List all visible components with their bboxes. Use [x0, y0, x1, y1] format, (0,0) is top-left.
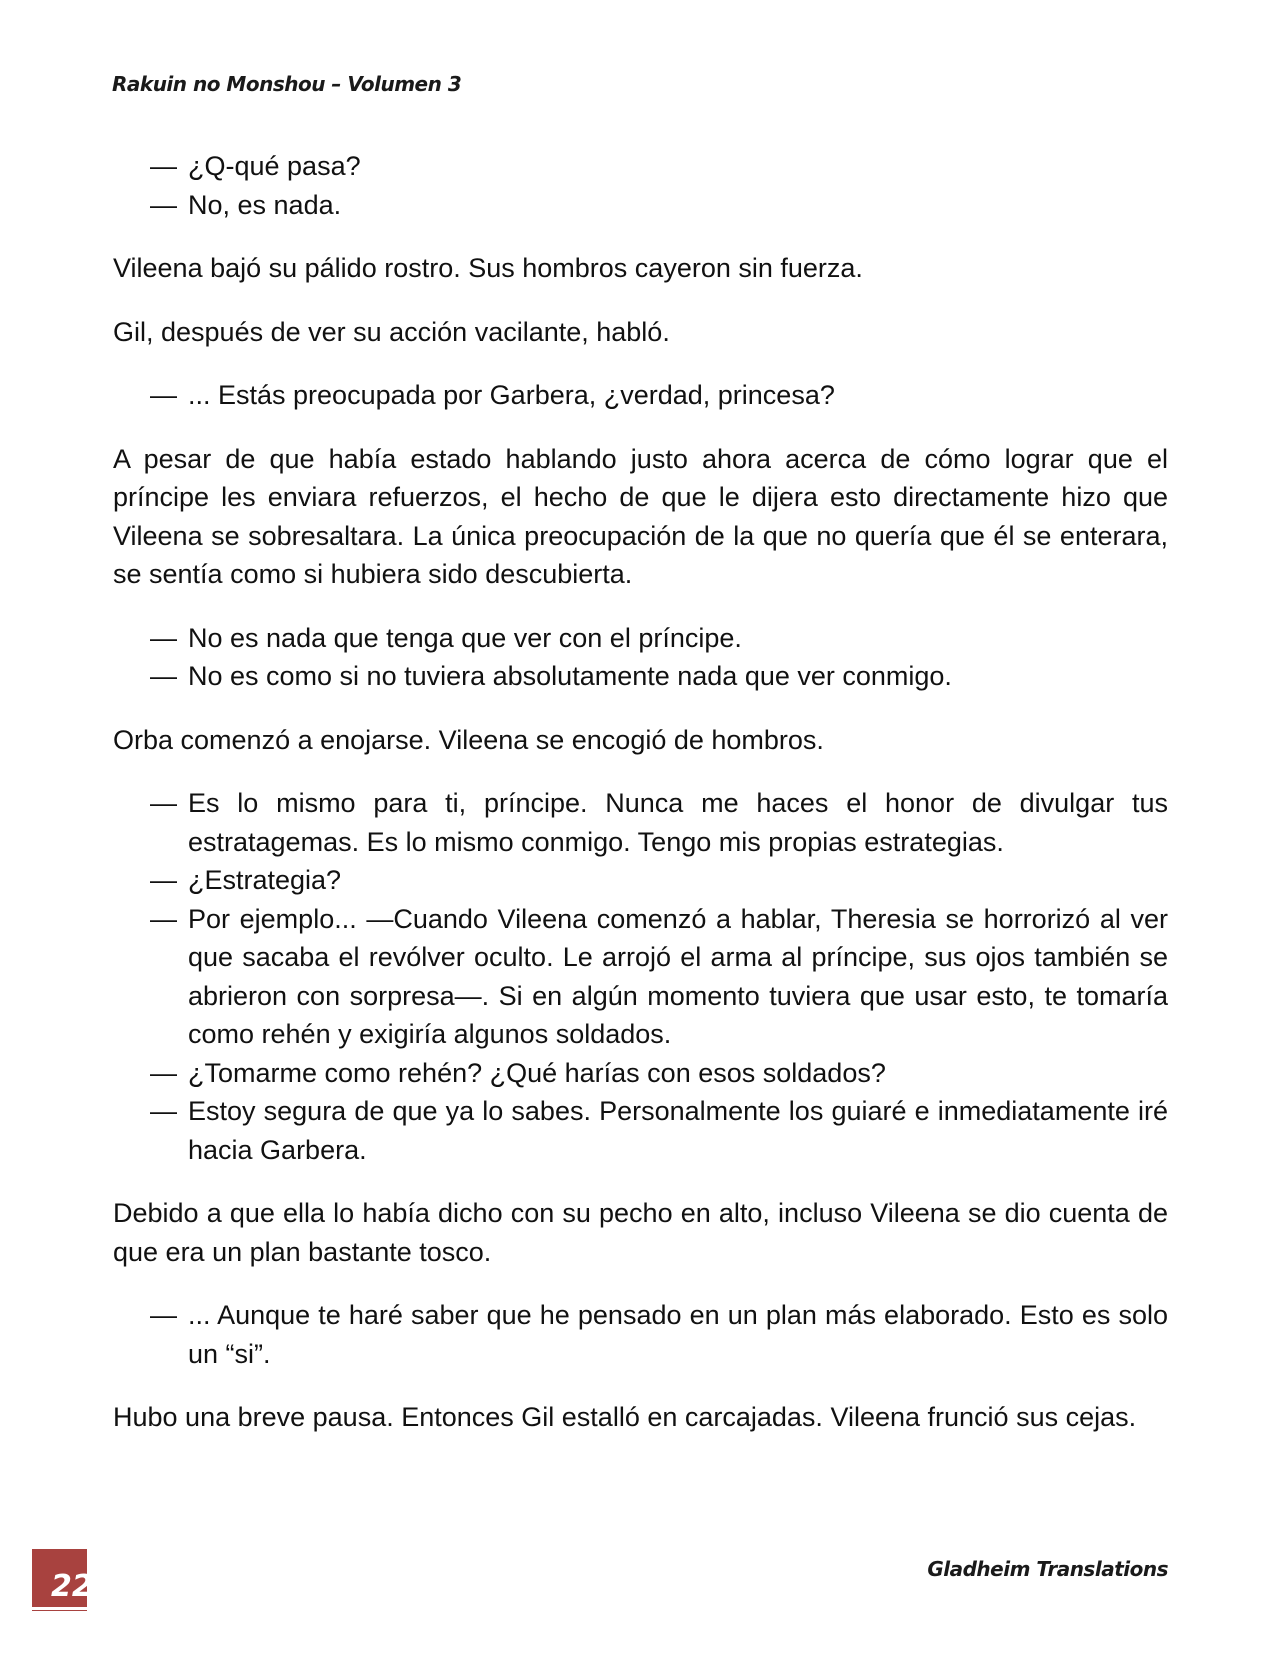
dialogue-line [113, 147, 1168, 186]
dialogue-text: No es como si no tuviera absolutamente nada que ver conmigo. [188, 661, 952, 691]
page-number-underline [32, 1607, 87, 1610]
dialogue-line [113, 1054, 1168, 1093]
dialogue-text: Estoy segura de que ya lo sabes. Personalmente los guiaré e inmediatamente iré hacia Garbera. [188, 1096, 1168, 1165]
dialogue-block [113, 147, 1168, 224]
running-header: Rakuin no Monshou – Volumen 3 [112, 72, 462, 96]
em-dash: — [150, 151, 177, 181]
footer-credit: Gladheim Translations [927, 1557, 1168, 1581]
narration-paragraph: Hubo una breve pausa. Entonces Gil estalló en carcajadas. Vileena frunció sus cejas. [113, 1402, 1137, 1432]
em-dash: — [150, 1096, 177, 1126]
dialogue-text: ... Aunque te haré saber que he pensado en un plan más elaborado. Esto es solo un “si”. [188, 1300, 1168, 1369]
em-dash: — [150, 788, 177, 818]
dialogue-line [113, 1092, 1168, 1169]
dialogue-block [113, 376, 1168, 415]
narration-paragraph: Debido a que ella lo había dicho con su pecho en alto, incluso Vileena se dio cuenta de que era un plan bastante tosco. [113, 1198, 1168, 1267]
dialogue-line [113, 861, 1168, 900]
dialogue-line [113, 1296, 1168, 1373]
dialogue-text: No es nada que tenga que ver con el príncipe. [188, 622, 742, 653]
em-dash: — [150, 189, 177, 220]
dialogue-line [113, 900, 1168, 1054]
page-number: 22 [51, 1569, 93, 1604]
narration-paragraph: Orba comenzó a enojarse. Vileena se encogió de hombros. [113, 724, 824, 755]
em-dash: — [150, 1300, 177, 1330]
dialogue-text: ¿Q-qué pasa? [188, 151, 361, 181]
em-dash: — [150, 380, 177, 410]
dialogue-line [113, 376, 1168, 415]
dialogue-text: Es lo mismo para ti, príncipe. Nunca me haces el honor de divulgar tus estratagemas. Es lo mismo conmigo. Tengo mis propias estrategias. [188, 788, 1168, 857]
dialogue-block [113, 619, 1168, 696]
em-dash: — [150, 661, 177, 691]
dialogue-text: ¿Estrategia? [188, 865, 342, 895]
em-dash: — [150, 865, 177, 895]
em-dash: — [150, 1057, 177, 1088]
dialogue-text: ¿Tomarme como rehén? ¿Qué harías con esos soldados? [188, 1057, 886, 1088]
dialogue-line [113, 784, 1168, 861]
dialogue-block [113, 1296, 1168, 1373]
narration-paragraph: Gil, después de ver su acción vacilante, habló. [113, 316, 670, 347]
dialogue-line [113, 619, 1168, 658]
narration-paragraph: A pesar de que había estado hablando justo ahora acerca de cómo lograr que el príncipe les enviara refuerzos, el hecho de que le dijera esto directamente hizo que Vileena se sobresaltara. La única preocupación de la que no quería que él se enterara, se sentía como si hubiera sido descubierta. [113, 443, 1168, 589]
dialogue-text: ... Estás preocupada por Garbera, ¿verdad, princesa? [188, 380, 835, 410]
page-body [113, 147, 1168, 1462]
dialogue-text: No, es nada. [188, 189, 342, 220]
dialogue-text: Por ejemplo... —Cuando Vileena comenzó a hablar, Theresia se horrorizó al ver que sacaba el revólver oculto. Le arrojó el arma al príncipe, sus ojos también se abrieron con sorpresa—. Si en algún momento tuviera que usar esto, te tomaría como rehén y exigiría algunos soldados. [188, 903, 1168, 1049]
narration-paragraph: Vileena bajó su pálido rostro. Sus hombros cayeron sin fuerza. [113, 253, 863, 283]
dialogue-block [113, 784, 1168, 1169]
dialogue-line [113, 186, 1168, 225]
em-dash: — [150, 903, 177, 934]
dialogue-line [113, 657, 1168, 696]
em-dash: — [150, 622, 177, 653]
